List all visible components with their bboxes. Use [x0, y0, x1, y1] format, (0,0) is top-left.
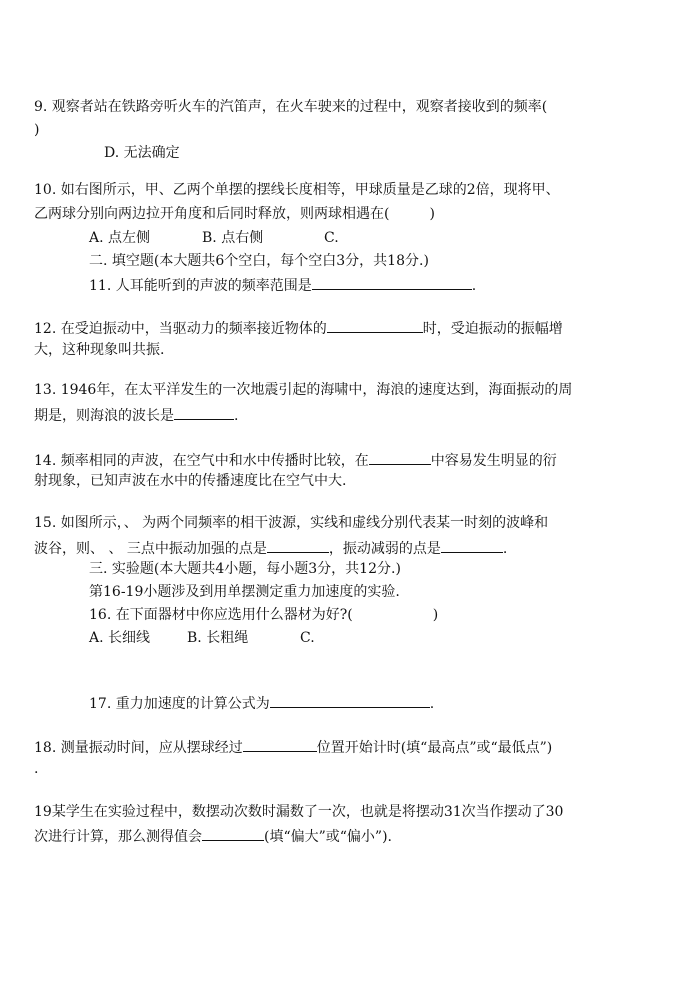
section3-intro: 第16-19小题涉及到用单摆测定重力加速度的实验. — [89, 584, 400, 600]
q12-line2: 大，这种现象叫共振. — [34, 342, 165, 358]
q10-close-paren: ) — [429, 206, 435, 222]
q13-line2 — [34, 405, 238, 425]
q14-line2: 射现象，已知声波在水中的传播速度比在空气中大. — [34, 473, 347, 489]
q15-text-b: ，振动减弱的点是 — [328, 541, 441, 557]
q15-line2 — [34, 538, 507, 558]
q18-line2: . — [34, 761, 39, 777]
q11-answer-blank[interactable] — [312, 275, 472, 290]
q12-line1 — [34, 318, 563, 338]
q18-answer-blank[interactable] — [243, 737, 317, 752]
q17 — [89, 693, 434, 713]
q12-text-a: 12. 在受迫振动中，当驱动力的频率接近物体的 — [34, 321, 327, 337]
q15-line1: 15. 如图所示，、 为两个同频率的相干波源，实线和虚线分别代表某一时刻的波峰和 — [34, 515, 549, 531]
q16-option-b: B. 长粗绳 — [187, 630, 249, 646]
q11 — [89, 275, 476, 295]
q13-answer-blank[interactable] — [174, 405, 234, 420]
q18-text-a: 18. 测量振动时间，应从摆球经过 — [34, 740, 243, 756]
q17-text: 17. 重力加速度的计算公式为 — [89, 696, 270, 712]
q18-text-b: 位置开始计时(填“最高点”或“最低点”) — [316, 740, 553, 756]
q15-period: . — [502, 541, 508, 557]
q15-weak-points-blank[interactable] — [441, 538, 503, 553]
q17-period: . — [429, 696, 435, 712]
q13-text: 期是，则海浪的波长是 — [34, 408, 174, 424]
q10-line1: 10. 如右图所示，甲、乙两个单摆的摆线长度相等，甲球质量是乙球的2倍，现将甲、 — [34, 182, 560, 198]
q14-text-a: 14. 频率相同的声波，在空气中和水中传播时比较，在 — [34, 453, 369, 469]
q12-answer-blank[interactable] — [327, 318, 423, 333]
q16-option-a: A. 长细线 — [89, 630, 151, 646]
q9-line2: ) — [34, 122, 40, 138]
q15-strong-points-blank[interactable] — [267, 538, 329, 553]
q9-option-d: D. 无法确定 — [104, 145, 180, 161]
q11-period: . — [471, 278, 477, 294]
q10-line2 — [34, 205, 435, 223]
q14-line1 — [34, 450, 557, 470]
q19-text-a: 次进行计算，那么测得值会 — [34, 829, 202, 845]
q14-text-b: 中容易发生明显的衍 — [430, 453, 557, 469]
q10-option-a: A. 点左侧 — [89, 230, 151, 246]
section3-heading: 三. 实验题(本大题共4小题，每小题3分，共12分.) — [89, 561, 401, 577]
section2-heading: 二. 填空题(本大题共6个空白，每个空白3分，共18分.) — [89, 253, 429, 269]
q10-line2-text: 乙两球分别向两边拉开角度和后同时释放，则两球相遇在( — [34, 206, 390, 222]
q19-line1: 19某学生在实验过程中，数摆动次数时漏数了一次，也就是将摆动31次当作摆动了30 — [34, 804, 564, 820]
q12-text-b: 时，受迫振动的振幅增 — [422, 321, 563, 337]
q17-answer-blank[interactable] — [270, 693, 430, 708]
q9-line1: 9. 观察者站在铁路旁听火车的汽笛声，在火车驶来的过程中，观察者接收到的频率( — [34, 99, 548, 115]
q10-option-b: B. 点右侧 — [202, 230, 264, 246]
q11-text: 11. 人耳能听到的声波的频率范围是 — [89, 278, 312, 294]
q16-option-c: C. — [300, 630, 315, 646]
q15-text-a: 波谷，则、 、 三点中振动加强的点是 — [34, 541, 267, 557]
q16-text: 16. 在下面器材中你应选用什么器材为好?( — [89, 607, 353, 623]
q10-option-c: C. — [324, 230, 339, 246]
q13-line1: 13. 1946年，在太平洋发生的一次地震引起的海啸中，海浪的速度达到，海面振动的周 — [34, 382, 573, 398]
q16-close-paren: ) — [432, 607, 439, 623]
q19-text-b: (填“偏大”或“偏小”). — [264, 829, 393, 845]
q19-line2 — [34, 826, 392, 846]
q18-line1 — [34, 737, 552, 757]
q19-answer-blank[interactable] — [202, 826, 264, 841]
q14-answer-blank[interactable] — [369, 450, 431, 465]
q13-period: . — [234, 408, 239, 424]
q16 — [89, 606, 438, 624]
